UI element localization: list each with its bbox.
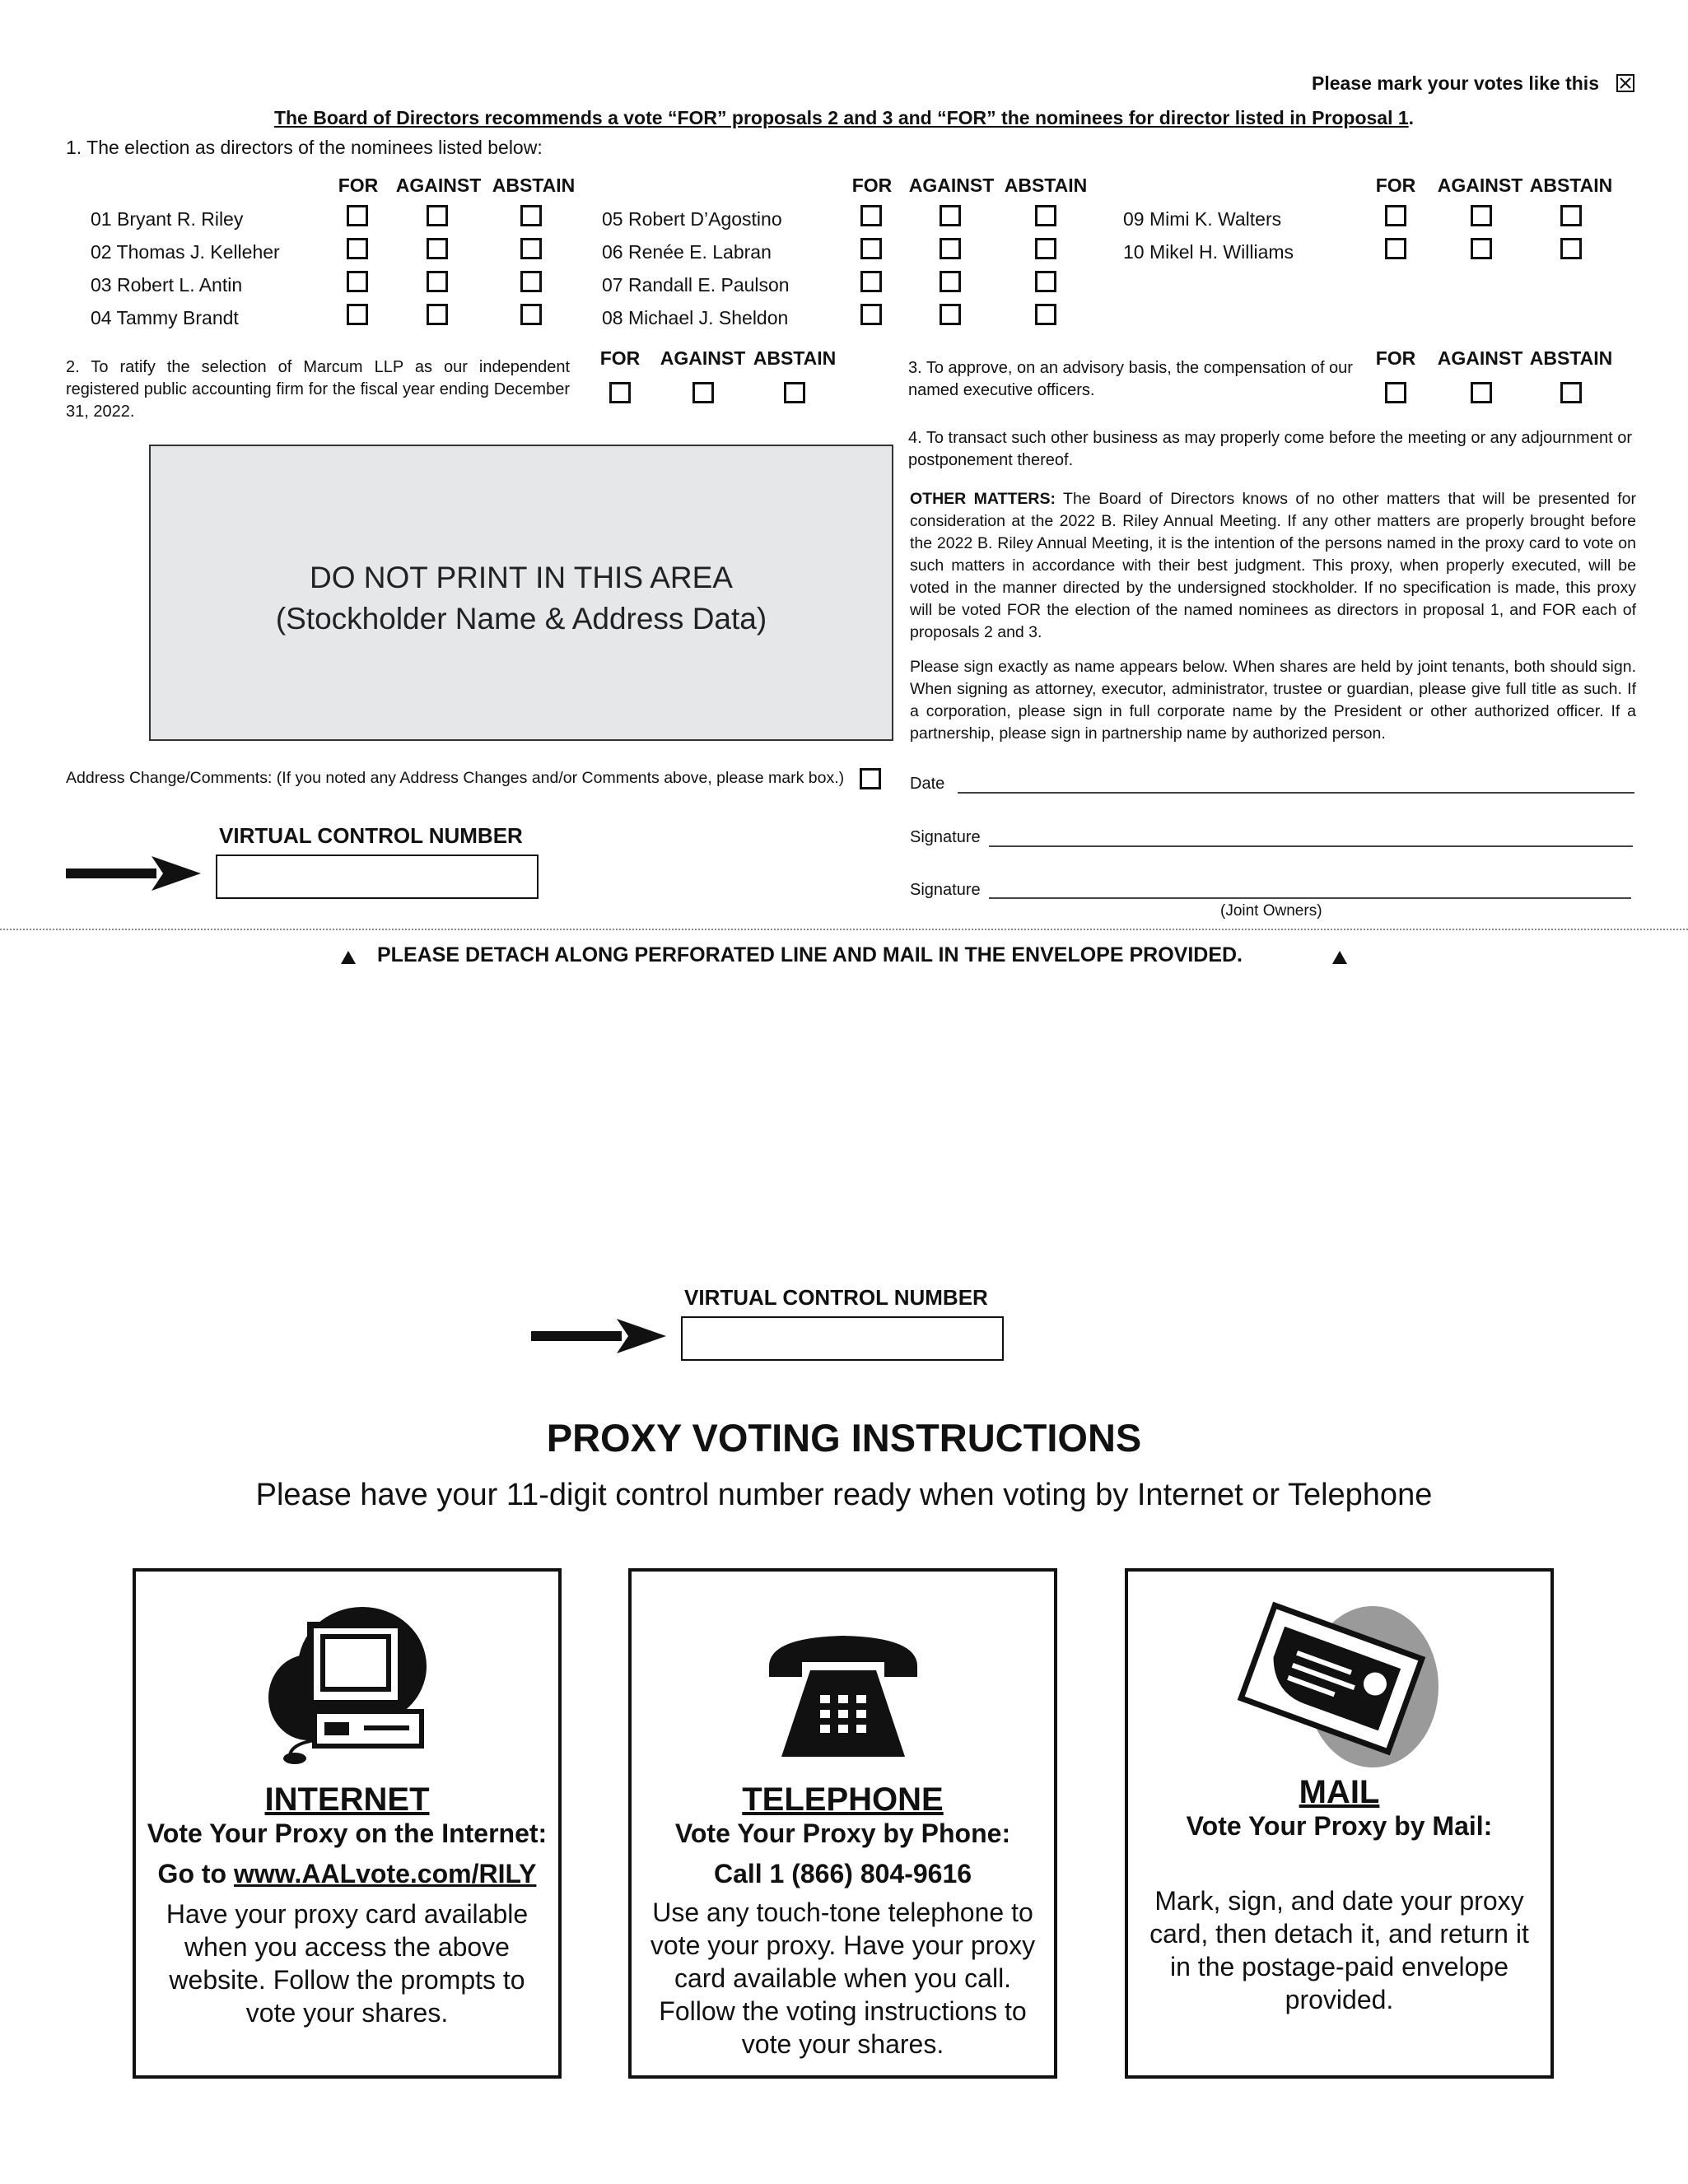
p3-against-checkbox[interactable]	[1471, 382, 1492, 403]
vote-abstain-checkbox[interactable]	[1035, 205, 1056, 226]
p2-header-for: FOR	[599, 347, 641, 369]
vote-against-checkbox[interactable]	[1471, 205, 1492, 226]
internet-subtitle: Vote Your Proxy on the Internet:	[147, 1818, 548, 1848]
joint-signature-label: Signature	[910, 881, 981, 899]
vote-against-checkbox[interactable]	[940, 238, 961, 259]
vote-abstain-checkbox[interactable]	[1035, 271, 1056, 292]
header-abstain-3: ABSTAIN	[1529, 175, 1613, 196]
header-against-3: AGAINST	[1437, 175, 1523, 196]
header-abstain-2: ABSTAIN	[1004, 175, 1088, 196]
vote-abstain-checkbox[interactable]	[1560, 238, 1582, 259]
envelope-icon	[1233, 1596, 1447, 1769]
telephone-body: Use any touch-tone telephone to vote your proxy. Have your proxy card available when you call. Follow the voting instructions to vote your shares.	[650, 1898, 1036, 2059]
address-area-line2: (Stockholder Name & Address Data)	[275, 602, 767, 636]
other-matters	[910, 488, 1636, 644]
telephone-icon	[761, 1621, 926, 1765]
internet-url-link[interactable]: www.AALvote.com/RILY	[233, 1859, 537, 1888]
vote-for-checkbox[interactable]	[860, 304, 882, 325]
vote-for-checkbox[interactable]	[860, 271, 882, 292]
vote-for-checkbox[interactable]	[860, 238, 882, 259]
signature-label: Signature	[910, 828, 981, 846]
mail-title: MAIL	[1299, 1774, 1380, 1810]
nominee-08: 08 Michael J. Sheldon	[602, 307, 789, 328]
proposal2-text: 2. To ratify the selection of Marcum LLP as our independent registered public accounting firm for the fiscal year ending December 31, 2022.	[66, 358, 570, 421]
date-label: Date	[910, 775, 945, 793]
date-line[interactable]	[958, 792, 1634, 794]
internet-title: INTERNET	[264, 1781, 430, 1818]
arrow-right-icon	[531, 1317, 668, 1355]
nominee-07: 07 Randall E. Paulson	[602, 274, 790, 296]
internet-body: Have your proxy card available when you access the above website. Follow the prompts to vote your shares.	[166, 1899, 529, 2028]
nominee-09: 09 Mimi K. Walters	[1123, 208, 1282, 230]
internet-card	[133, 1568, 562, 2079]
p2-against-checkbox[interactable]	[692, 382, 714, 403]
vote-against-checkbox[interactable]	[427, 271, 448, 292]
vote-abstain-checkbox[interactable]	[520, 271, 542, 292]
control-number-field[interactable]	[216, 855, 539, 899]
p3-header-against: AGAINST	[1437, 347, 1523, 369]
vote-abstain-checkbox[interactable]	[1035, 238, 1056, 259]
joint-owners-label: (Joint Owners)	[1220, 902, 1322, 920]
nominee-01: 01 Bryant R. Riley	[91, 208, 244, 230]
vote-for-checkbox[interactable]	[1385, 238, 1406, 259]
vote-against-checkbox[interactable]	[940, 304, 961, 325]
other-matters-label: OTHER MATTERS:	[910, 490, 1056, 508]
vote-abstain-checkbox[interactable]	[520, 238, 542, 259]
header-against-1: AGAINST	[395, 175, 482, 196]
arrow-right-icon	[66, 855, 203, 892]
telephone-subtitle: Vote Your Proxy by Phone:	[674, 1818, 1011, 1848]
proposal1-title: 1. The election as directors of the nominees listed below:	[66, 137, 543, 158]
triangle-up-icon	[340, 950, 357, 965]
p2-abstain-checkbox[interactable]	[784, 382, 805, 403]
vote-against-checkbox[interactable]	[940, 271, 961, 292]
address-area-line1: DO NOT PRINT IN THIS AREA	[310, 561, 733, 594]
vote-against-checkbox[interactable]	[427, 205, 448, 226]
telephone-title: TELEPHONE	[742, 1781, 944, 1818]
p2-header-abstain: ABSTAIN	[753, 347, 837, 369]
perforation-line	[0, 929, 1688, 930]
x-mark-example-icon	[1616, 74, 1634, 92]
vote-for-checkbox[interactable]	[347, 205, 368, 226]
proposal3-text: 3. To approve, on an advisory basis, the compensation of our named executive officers.	[908, 359, 1353, 399]
instructions-subtitle: Please have your 11-digit control number ready when voting by Internet or Telephone	[255, 1478, 1433, 1512]
p3-header-for: FOR	[1375, 347, 1416, 369]
nominee-10: 10 Mikel H. Williams	[1123, 241, 1294, 263]
header-for-2: FOR	[851, 175, 893, 196]
board-recommendation: The Board of Directors recommends a vote “FOR” proposals 2 and 3 and “FOR” the nominees for director listed in Proposal 1.	[273, 107, 1415, 128]
p3-abstain-checkbox[interactable]	[1560, 382, 1582, 403]
triangle-up-icon	[1331, 950, 1348, 965]
address-change-label: Address Change/Comments: (If you noted any Address Changes and/or Comments above, please mark box.)	[66, 769, 845, 787]
sign-instructions: Please sign exactly as name appears below. When shares are held by joint tenants, both should sign. When signing as attorney, executor, administrator, trustee or guardian, please give full title as such. If a corporation, please sign in full corporate name by the President or other authorized officer. If a partnership, please sign in partnership name by authorized person.	[910, 658, 1636, 743]
control-number-field-2[interactable]	[681, 1316, 1004, 1361]
control-number-label: VIRTUAL CONTROL NUMBER	[219, 823, 523, 848]
nominee-03: 03 Robert L. Antin	[91, 274, 243, 296]
nominee-06: 06 Renée E. Labran	[602, 241, 772, 263]
address-change-checkbox[interactable]	[860, 768, 881, 789]
vote-for-checkbox[interactable]	[347, 238, 368, 259]
vote-against-checkbox[interactable]	[940, 205, 961, 226]
joint-signature-line[interactable]	[989, 897, 1631, 899]
p3-for-checkbox[interactable]	[1385, 382, 1406, 403]
header-for-1: FOR	[338, 175, 379, 196]
header-abstain-1: ABSTAIN	[492, 175, 576, 196]
header-for-3: FOR	[1375, 175, 1416, 196]
vote-abstain-checkbox[interactable]	[1560, 205, 1582, 226]
p3-header-abstain: ABSTAIN	[1529, 347, 1613, 369]
p2-header-against: AGAINST	[660, 347, 746, 369]
telephone-card	[628, 1568, 1057, 2079]
nominee-02: 02 Thomas J. Kelleher	[91, 241, 280, 263]
vote-abstain-checkbox[interactable]	[1035, 304, 1056, 325]
vote-for-checkbox[interactable]	[1385, 205, 1406, 226]
mail-body: Mark, sign, and date your proxy card, then detach it, and return it in the postage-paid envelope provided.	[1149, 1886, 1529, 2014]
computer-icon	[265, 1600, 430, 1765]
header-against-2: AGAINST	[908, 175, 995, 196]
other-matters-text: The Board of Directors knows of no other matters that will be presented for consideration at the 2022 B. Riley Annual Meeting. If any other matters are properly brought before the 2022 B. Riley Annual Meeting, it is the intention of the persons named in the proxy card to vote on such matters in accordance with their best judgment. This proxy, when properly executed, will be voted in the manner directed by the undersigned stockholder. If no specification is made, this proxy will be voted FOR the election of the named nominees as directors in proposal 1, and FOR each of proposals 2 and 3.	[910, 490, 1636, 641]
mark-votes-label: Please mark your votes like this	[1311, 72, 1599, 94]
vote-abstain-checkbox[interactable]	[520, 304, 542, 325]
address-area	[149, 445, 893, 741]
vote-against-checkbox[interactable]	[1471, 238, 1492, 259]
vote-against-checkbox[interactable]	[427, 238, 448, 259]
instructions-title: PROXY VOTING INSTRUCTIONS	[546, 1416, 1142, 1460]
vote-abstain-checkbox[interactable]	[520, 205, 542, 226]
telephone-number: Call 1 (866) 804-9616	[713, 1859, 972, 1888]
detach-instructions: PLEASE DETACH ALONG PERFORATED LINE AND MAIL IN THE ENVELOPE PROVIDED.	[377, 943, 1243, 966]
mail-subtitle: Vote Your Proxy by Mail:	[1186, 1811, 1493, 1841]
nominee-04: 04 Tammy Brandt	[91, 307, 239, 328]
vote-against-checkbox[interactable]	[427, 304, 448, 325]
vote-for-checkbox[interactable]	[347, 304, 368, 325]
vote-for-checkbox[interactable]	[860, 205, 882, 226]
mail-card	[1125, 1568, 1554, 2079]
control-number-label-2: VIRTUAL CONTROL NUMBER	[684, 1285, 988, 1310]
nominee-05: 05 Robert D’Agostino	[602, 208, 782, 230]
p2-for-checkbox[interactable]	[609, 382, 631, 403]
signature-line[interactable]	[989, 845, 1633, 847]
vote-for-checkbox[interactable]	[347, 271, 368, 292]
internet-go-to: Go to www.AALvote.com/RILY	[157, 1859, 537, 1888]
proposal4-text: 4. To transact such other business as may properly come before the meeting or any adjournment or postponement thereof.	[908, 429, 1632, 469]
